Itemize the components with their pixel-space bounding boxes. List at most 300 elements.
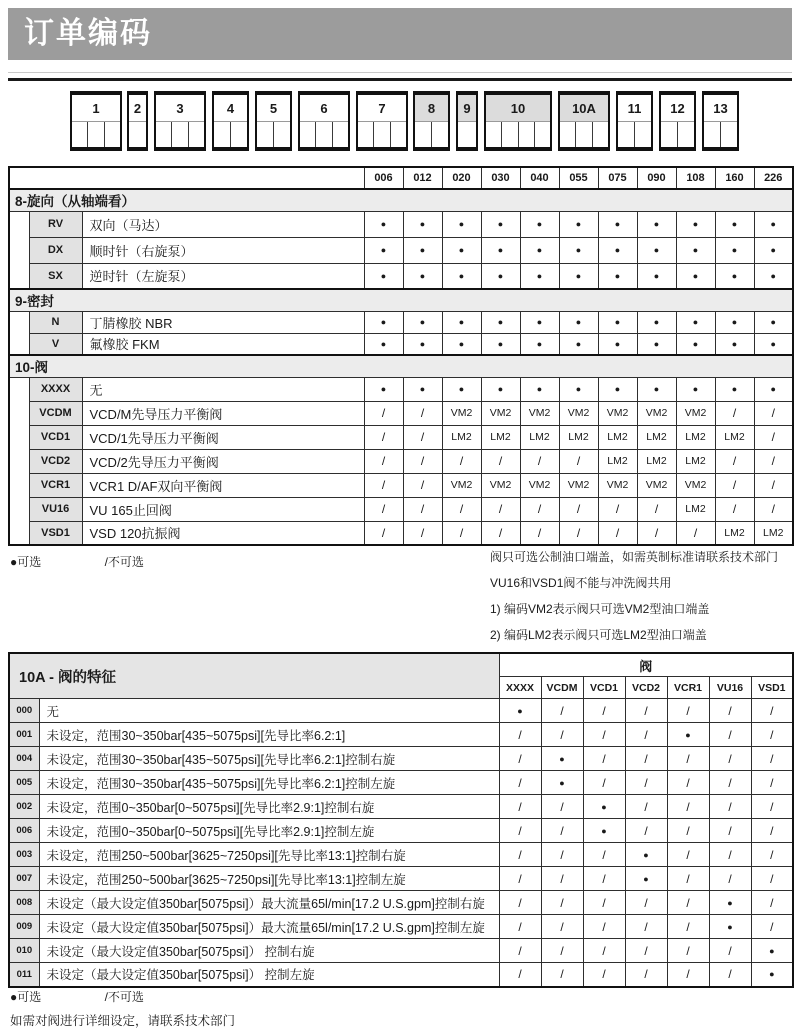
not-available-slash: / — [381, 406, 386, 420]
not-available-slash: / — [560, 799, 564, 814]
value-cell — [442, 401, 481, 425]
value-cell — [754, 401, 793, 425]
table-row — [9, 425, 793, 449]
not-available-slash: / — [693, 525, 698, 540]
option-description-cell: VCD/2先导压力平衡阀 — [82, 449, 364, 473]
value-cell — [625, 723, 667, 747]
not-available-slash: / — [728, 871, 732, 886]
code-box-cell — [105, 122, 120, 147]
value-cell — [754, 473, 793, 497]
available-dot: ● — [692, 317, 699, 327]
code-box-cell — [576, 122, 592, 147]
not-available-slash: / — [728, 751, 732, 766]
value-cell — [625, 747, 667, 771]
value-cell — [442, 333, 481, 355]
value-cell — [709, 747, 751, 771]
value-cell — [364, 333, 403, 355]
feature-description-cell: 无 — [39, 699, 499, 723]
not-available-slash: / — [686, 799, 690, 814]
value-cell — [676, 211, 715, 237]
not-available-slash: / — [518, 967, 522, 982]
code-box-label: 6 — [300, 95, 348, 122]
feature-code-cell: 010 — [9, 939, 39, 963]
code-box-cell — [618, 122, 635, 147]
value-cell — [598, 473, 637, 497]
value-cell — [499, 915, 541, 939]
value-cell — [559, 401, 598, 425]
option-description-cell: 顺时针（右旋泵） — [82, 237, 364, 263]
value-cell — [637, 449, 676, 473]
value-cell — [499, 795, 541, 819]
value-cell — [403, 473, 442, 497]
available-dot: ● — [575, 384, 582, 394]
available-dot: ● — [727, 921, 733, 932]
not-available-slash: / — [686, 871, 690, 886]
value-cell — [442, 521, 481, 545]
table-row — [9, 771, 793, 795]
code-box-cell — [704, 122, 721, 147]
value-cell — [541, 699, 583, 723]
value-cell — [754, 237, 793, 263]
valve-code-value: LM2 — [763, 526, 784, 539]
not-available-slash: / — [686, 847, 690, 862]
table-row — [9, 473, 793, 497]
available-dot: ● — [614, 219, 621, 229]
value-cell — [583, 843, 625, 867]
not-available-slash: / — [537, 454, 542, 468]
value-cell — [481, 311, 520, 333]
not-available-slash: / — [644, 967, 648, 982]
value-cell — [364, 311, 403, 333]
value-cell — [442, 311, 481, 333]
available-dot: ● — [770, 384, 776, 394]
code-box-cell — [129, 122, 146, 147]
not-available-slash: / — [644, 727, 648, 742]
code-box-cell — [593, 122, 608, 147]
value-cell — [481, 497, 520, 521]
not-available-slash: / — [420, 406, 425, 420]
available-dot: ● — [731, 245, 738, 255]
option-description-cell: VCR1 D/AF双向平衡阀 — [82, 473, 364, 497]
valve-code-value: VM2 — [450, 479, 473, 491]
value-cell — [583, 747, 625, 771]
value-cell — [442, 263, 481, 289]
value-cell — [364, 237, 403, 263]
not-available-slash: / — [381, 502, 386, 516]
value-cell — [583, 915, 625, 939]
code-box-11 — [616, 91, 653, 151]
valve-code-value: LM2 — [529, 431, 550, 443]
available-dot: ● — [380, 338, 387, 349]
available-dot: ● — [517, 705, 523, 716]
value-cell — [625, 891, 667, 915]
not-available-slash: / — [560, 919, 564, 934]
feature-code-cell: 009 — [9, 915, 39, 939]
table-row — [9, 263, 793, 289]
available-dot: ● — [692, 219, 699, 229]
value-cell — [541, 939, 583, 963]
table-row — [9, 333, 793, 355]
valve-code-value: VM2 — [684, 407, 707, 419]
not-available-slash: / — [560, 967, 564, 982]
not-available-slash: / — [654, 502, 659, 516]
valve-code-value: VM2 — [684, 479, 707, 491]
not-available-slash: / — [602, 703, 606, 718]
option-code-cell: DX — [29, 237, 82, 263]
available-dot: ● — [497, 245, 504, 255]
not-available-slash: / — [560, 703, 564, 718]
code-box-label: 11 — [618, 95, 651, 122]
value-cell — [442, 425, 481, 449]
valve-column-header: VCD1 — [583, 677, 625, 699]
value-cell — [676, 377, 715, 401]
value-cell — [598, 497, 637, 521]
not-available-slash: / — [644, 775, 648, 790]
not-available-slash: / — [498, 454, 503, 468]
divider-line-light — [8, 72, 792, 73]
not-available-slash: / — [644, 751, 648, 766]
code-box-cell — [300, 122, 316, 147]
value-cell — [676, 333, 715, 355]
valve-code-value: LM2 — [646, 455, 667, 467]
section-header-row — [9, 289, 793, 311]
valve-code-value: LM2 — [451, 431, 472, 443]
value-cell — [709, 819, 751, 843]
not-available-slash: / — [686, 775, 690, 790]
header-blank-cell — [9, 167, 364, 189]
value-cell — [676, 497, 715, 521]
feature-code-cell: 005 — [9, 771, 39, 795]
not-available-slash: / — [771, 502, 775, 516]
value-cell — [403, 237, 442, 263]
value-cell — [667, 867, 709, 891]
available-dot: ● — [769, 945, 775, 956]
value-cell — [541, 891, 583, 915]
indent-cell — [9, 377, 29, 545]
valve-feature-table — [8, 652, 794, 988]
feature-description-cell: 未设定（最大设定值350bar[5075psi]）最大流量65l/min[17.2 U.S.gpm]控制左旋 — [39, 915, 499, 939]
note-line: 阀只可选公制油口端盖，如需英制标准请联系技术部门 — [490, 550, 779, 564]
code-box-9 — [456, 91, 478, 151]
value-cell — [499, 819, 541, 843]
not-available-slash: / — [537, 525, 542, 540]
not-available-slash: / — [518, 895, 522, 910]
value-cell — [541, 771, 583, 795]
value-cell — [625, 915, 667, 939]
value-cell — [709, 963, 751, 987]
not-available-slash: / — [602, 919, 606, 934]
available-dot: ● — [497, 338, 504, 349]
table-row — [9, 891, 793, 915]
code-box-label: 10A — [560, 95, 608, 122]
value-cell — [403, 497, 442, 521]
value-cell — [403, 449, 442, 473]
available-dot: ● — [770, 245, 776, 255]
value-cell — [715, 401, 754, 425]
not-available-slash: / — [770, 727, 774, 742]
value-cell — [709, 699, 751, 723]
value-cell — [520, 425, 559, 449]
value-cell — [751, 819, 793, 843]
feature-description-cell: 未设定（最大设定值350bar[5075psi]） 控制右旋 — [39, 939, 499, 963]
available-dot: ● — [497, 219, 504, 229]
code-box-cell — [88, 122, 104, 147]
value-cell — [403, 211, 442, 237]
not-available-slash: / — [576, 502, 581, 516]
note-line: VU16和VSD1阀不能与冲洗阀共用 — [490, 576, 672, 590]
feature-code-cell: 007 — [9, 867, 39, 891]
not-available-slash: / — [459, 454, 464, 468]
table-row — [9, 723, 793, 747]
indent-cell — [9, 311, 29, 355]
valve-code-value: VM2 — [645, 407, 668, 419]
section-title: 8-旋向（从轴端看） — [9, 189, 793, 211]
not-available-slash: / — [644, 703, 648, 718]
value-cell — [403, 401, 442, 425]
not-available-slash: / — [686, 943, 690, 958]
not-available-slash: / — [602, 727, 606, 742]
footer-note: 如需对阀进行详细设定，请联系技术部门 — [10, 1014, 236, 1028]
available-dot: ● — [601, 801, 607, 812]
value-cell — [481, 473, 520, 497]
available-dot: ● — [770, 338, 776, 349]
code-box-cell — [635, 122, 651, 147]
value-cell — [667, 699, 709, 723]
value-cell — [715, 211, 754, 237]
size-column-header: 075 — [598, 167, 637, 189]
code-box-cells — [214, 122, 247, 147]
available-dot: ● — [559, 753, 565, 764]
section-title: 9-密封 — [9, 289, 793, 311]
not-available-slash: / — [560, 943, 564, 958]
feature-description-cell: 未设定，范围30~350bar[435~5075psi][先导比率6.2:1]控制左旋 — [39, 771, 499, 795]
value-cell — [667, 915, 709, 939]
valve-group-header: 阀 — [499, 653, 793, 677]
available-dot: ● — [653, 270, 660, 281]
available-dot: ● — [685, 729, 691, 740]
not-available-slash: / — [498, 502, 503, 516]
value-cell — [715, 521, 754, 545]
feature-description-cell: 未设定，范围0~350bar[0~5075psi][先导比率2.9:1]控制左旋 — [39, 819, 499, 843]
option-code-cell: N — [29, 311, 82, 333]
value-cell — [715, 449, 754, 473]
value-cell — [751, 891, 793, 915]
available-dot: ● — [770, 219, 776, 229]
value-cell — [676, 263, 715, 289]
not-available-slash: / — [560, 871, 564, 886]
available-dot: ● — [575, 245, 582, 255]
value-cell — [667, 795, 709, 819]
valve-code-value: VM2 — [567, 407, 590, 419]
value-cell — [637, 425, 676, 449]
code-box-cell — [721, 122, 737, 147]
not-available-slash: / — [602, 871, 606, 886]
feature-description-cell: 未设定，范围30~350bar[435~5075psi][先导比率6.2:1]控制右旋 — [39, 747, 499, 771]
available-dot: ● — [458, 219, 465, 229]
not-available-slash: / — [728, 727, 732, 742]
available-dot: ● — [575, 270, 582, 281]
value-cell — [709, 843, 751, 867]
option-description-cell: 无 — [82, 377, 364, 401]
value-cell — [481, 425, 520, 449]
value-cell — [481, 237, 520, 263]
value-cell — [559, 377, 598, 401]
not-available-slash: / — [518, 871, 522, 886]
value-cell — [520, 237, 559, 263]
valve-column-header: XXXX — [499, 677, 541, 699]
option-code-cell: VCD1 — [29, 425, 82, 449]
not-available-slash: / — [518, 823, 522, 838]
value-cell — [676, 521, 715, 545]
value-cell — [583, 867, 625, 891]
feature-code-cell: 008 — [9, 891, 39, 915]
value-cell — [559, 237, 598, 263]
code-box-2 — [127, 91, 148, 151]
code-box-label: 8 — [415, 95, 448, 122]
code-box-cells — [415, 122, 448, 147]
available-dot: ● — [380, 317, 387, 327]
value-cell — [751, 939, 793, 963]
value-cell — [709, 939, 751, 963]
code-box-cells — [358, 122, 406, 147]
not-available-slash: / — [728, 943, 732, 958]
not-available-slash: / — [420, 430, 425, 444]
value-cell — [676, 401, 715, 425]
value-cell — [676, 425, 715, 449]
not-available-slash: / — [602, 775, 606, 790]
not-available-slash: / — [560, 895, 564, 910]
value-cell — [520, 333, 559, 355]
value-cell — [751, 771, 793, 795]
option-description-cell: VCD/M先导压力平衡阀 — [82, 401, 364, 425]
size-column-header: 226 — [754, 167, 793, 189]
code-box-label: 10 — [486, 95, 550, 122]
value-cell — [481, 263, 520, 289]
value-cell — [637, 497, 676, 521]
code-box-label: 2 — [129, 95, 146, 122]
legend-optional: ●可选 — [10, 990, 42, 1004]
value-cell — [559, 333, 598, 355]
not-available-slash: / — [728, 823, 732, 838]
not-available-slash: / — [498, 525, 503, 540]
not-available-slash: / — [576, 454, 581, 468]
value-cell — [598, 263, 637, 289]
value-cell — [499, 771, 541, 795]
value-cell — [598, 401, 637, 425]
code-box-cells — [560, 122, 608, 147]
value-cell — [559, 311, 598, 333]
value-cell — [364, 377, 403, 401]
value-cell — [754, 497, 793, 521]
value-cell — [751, 795, 793, 819]
available-dot: ● — [614, 338, 621, 349]
value-cell — [364, 263, 403, 289]
value-cell — [598, 333, 637, 355]
not-available-slash: / — [615, 525, 620, 540]
table-row — [9, 843, 793, 867]
not-available-slash: / — [771, 430, 775, 444]
not-available-slash: / — [518, 799, 522, 814]
available-dot: ● — [458, 384, 465, 394]
table-row — [9, 819, 793, 843]
not-available-slash: / — [420, 525, 425, 540]
value-cell — [676, 311, 715, 333]
value-cell — [541, 843, 583, 867]
available-dot: ● — [643, 873, 649, 884]
not-available-slash: / — [602, 895, 606, 910]
not-available-slash: / — [686, 967, 690, 982]
value-cell — [520, 263, 559, 289]
code-box-cells — [129, 122, 146, 147]
code-box-10A — [558, 91, 610, 151]
not-available-slash: / — [602, 967, 606, 982]
value-cell — [754, 311, 793, 333]
not-available-slash: / — [518, 775, 522, 790]
valve-code-value: VM2 — [528, 407, 551, 419]
value-cell — [667, 963, 709, 987]
not-available-slash: / — [518, 751, 522, 766]
code-box-cell — [661, 122, 678, 147]
legend — [10, 988, 144, 1005]
available-dot: ● — [536, 270, 543, 281]
not-available-slash: / — [576, 525, 581, 540]
available-dot: ● — [653, 384, 660, 394]
option-code-cell: V — [29, 333, 82, 355]
not-available-slash: / — [420, 478, 425, 492]
value-cell — [625, 795, 667, 819]
available-dot: ● — [731, 317, 738, 327]
available-dot: ● — [731, 270, 738, 281]
valve-column-header: VU16 — [709, 677, 751, 699]
option-description-cell: 双向（马达） — [82, 211, 364, 237]
available-dot: ● — [380, 270, 387, 281]
available-dot: ● — [692, 245, 699, 255]
option-code-cell: VCD2 — [29, 449, 82, 473]
available-dot: ● — [653, 338, 660, 349]
value-cell — [598, 521, 637, 545]
value-cell — [403, 521, 442, 545]
available-dot: ● — [770, 270, 776, 281]
value-cell — [520, 311, 559, 333]
not-available-slash: / — [770, 847, 774, 862]
not-available-slash: / — [518, 943, 522, 958]
code-box-cell — [678, 122, 694, 147]
value-cell — [364, 449, 403, 473]
valve-column-header: VCR1 — [667, 677, 709, 699]
code-box-label: 7 — [358, 95, 406, 122]
available-dot: ● — [419, 270, 426, 281]
value-cell — [598, 211, 637, 237]
feature-description-cell: 未设定，范围250~500bar[3625~7250psi][先导比率13:1]控制左旋 — [39, 867, 499, 891]
value-cell — [541, 795, 583, 819]
not-available-slash: / — [770, 775, 774, 790]
code-box-cell — [257, 122, 274, 147]
not-available-slash: / — [420, 502, 425, 516]
value-cell — [541, 747, 583, 771]
valve-code-value: VM2 — [489, 479, 512, 491]
not-available-slash: / — [728, 775, 732, 790]
value-cell — [583, 939, 625, 963]
value-cell — [598, 311, 637, 333]
available-dot: ● — [731, 384, 738, 394]
feature-code-cell: 000 — [9, 699, 39, 723]
code-box-cells — [300, 122, 348, 147]
value-cell — [754, 521, 793, 545]
value-cell — [499, 867, 541, 891]
value-cell — [715, 263, 754, 289]
not-available-slash: / — [420, 454, 425, 468]
not-available-slash: / — [602, 751, 606, 766]
